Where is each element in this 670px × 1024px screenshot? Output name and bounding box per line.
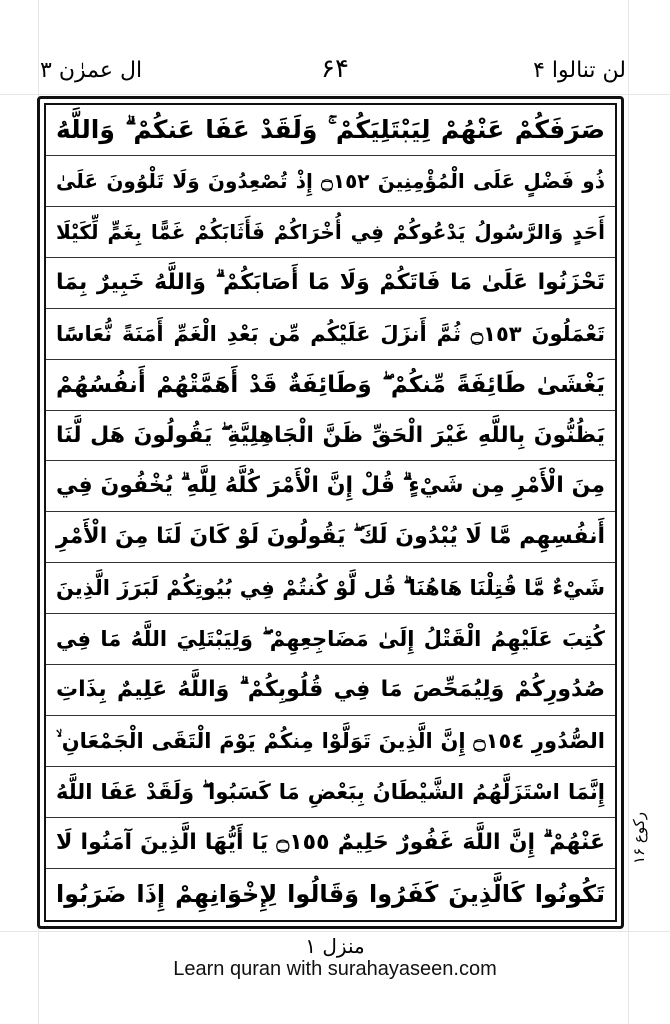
footer-text: Learn quran with surahayaseen.com <box>173 958 497 980</box>
verse-line: أَنفُسِهِم مَّا لَا يُبْدُونَ لَكَ ۖ يَقُولُونَ لَوْ كَانَ لَنَا مِنَ الْأَمْرِ <box>46 512 615 563</box>
surah-name: ال عمرٰن ۳ <box>40 58 143 83</box>
page-guide-bottom <box>0 931 670 932</box>
verse-line: يَظُنُّونَ بِاللَّهِ غَيْرَ الْحَقِّ ظَنَّ الْجَاهِلِيَّةِ ۖ يَقُولُونَ هَل لَّنَا <box>46 411 615 462</box>
verse-line: كُتِبَ عَلَيْهِمُ الْقَتْلُ إِلَىٰ مَضَاجِعِهِمْ ۖ وَلِيَبْتَلِيَ اللَّهُ مَا فِي <box>46 614 615 665</box>
verse-line: إِنَّمَا اسْتَزَلَّهُمُ الشَّيْطَانُ بِبَعْضِ مَا كَسَبُوا ۖ وَلَقَدْ عَفَا اللَّهُ <box>46 767 615 818</box>
verse-line: عَنْهُمْ ۗ إِنَّ اللَّهَ غَفُورٌ حَلِيمٌ ۝١٥٥ يَا أَيُّهَا الَّذِينَ آمَنُوا لَا <box>46 818 615 869</box>
verse-line: تَكُونُوا كَالَّذِينَ كَفَرُوا وَقَالُوا لِإِخْوَانِهِمْ إِذَا ضَرَبُوا <box>56 879 605 908</box>
manzil-label: منزل ۱ <box>305 934 365 958</box>
ruku-marker: رکوع ۱۶ <box>630 812 648 864</box>
page-guide-top <box>0 94 670 95</box>
verse-line: يَغْشَىٰ طَائِفَةً مِّنكُمْ ۖ وَطَائِفَةٌ قَدْ أَهَمَّتْهُمْ أَنفُسُهُمْ <box>46 360 615 411</box>
verse-line: ذُو فَضْلٍ عَلَى الْمُؤْمِنِينَ ۝١٥٢ إِذْ تُصْعِدُونَ وَلَا تَلْوُونَ عَلَىٰ <box>46 156 615 207</box>
verse-line: شَيْءٌ مَّا قُتِلْنَا هَاهُنَا ۗ قُل لَّوْ كُنتُمْ فِي بُيُوتِكُمْ لَبَرَزَ الَّذِينَ <box>46 563 615 614</box>
verse-line: أَحَدٍ وَالرَّسُولُ يَدْعُوكُمْ فِي أُخْرَاكُمْ فَأَثَابَكُمْ غَمًّا بِغَمٍّ لِّكَيْلَا <box>46 207 615 258</box>
juz-name: لن تنالوا ۴ <box>533 58 626 83</box>
verse-line: الصُّدُورِ ۝١٥٤ إِنَّ الَّذِينَ تَوَلَّوْا مِنكُمْ يَوْمَ الْتَقَى الْجَمْعَانِ ۙ <box>46 716 615 767</box>
verse-line: مِنَ الْأَمْرِ مِن شَيْءٍ ۗ قُلْ إِنَّ الْأَمْرَ كُلَّهُ لِلَّهِ ۗ يُخْفُونَ فِي <box>46 461 615 512</box>
verse-line: صُدُورِكُمْ وَلِيُمَحِّصَ مَا فِي قُلُوبِكُمْ ۗ وَاللَّهُ عَلِيمٌ بِذَاتِ <box>46 665 615 716</box>
verse-line: صَرَفَكُمْ عَنْهُمْ لِيَبْتَلِيَكُمْ ۚ وَلَقَدْ عَفَا عَنكُمْ ۗ وَاللَّهُ <box>46 105 615 156</box>
verse-line: تَعْمَلُونَ ۝١٥٣ ثُمَّ أَنزَلَ عَلَيْكُم مِّن بَعْدِ الْغَمِّ أَمَنَةً نُّعَاسًا <box>46 309 615 360</box>
verse-line: تَحْزَنُوا عَلَىٰ مَا فَاتَكُمْ وَلَا مَا أَصَابَكُمْ ۗ وَاللَّهُ خَبِيرٌ بِمَا <box>46 258 615 309</box>
page-guide-right <box>628 0 629 1024</box>
page-number: ۶۴ <box>321 54 349 84</box>
verse-lines <box>46 105 615 920</box>
